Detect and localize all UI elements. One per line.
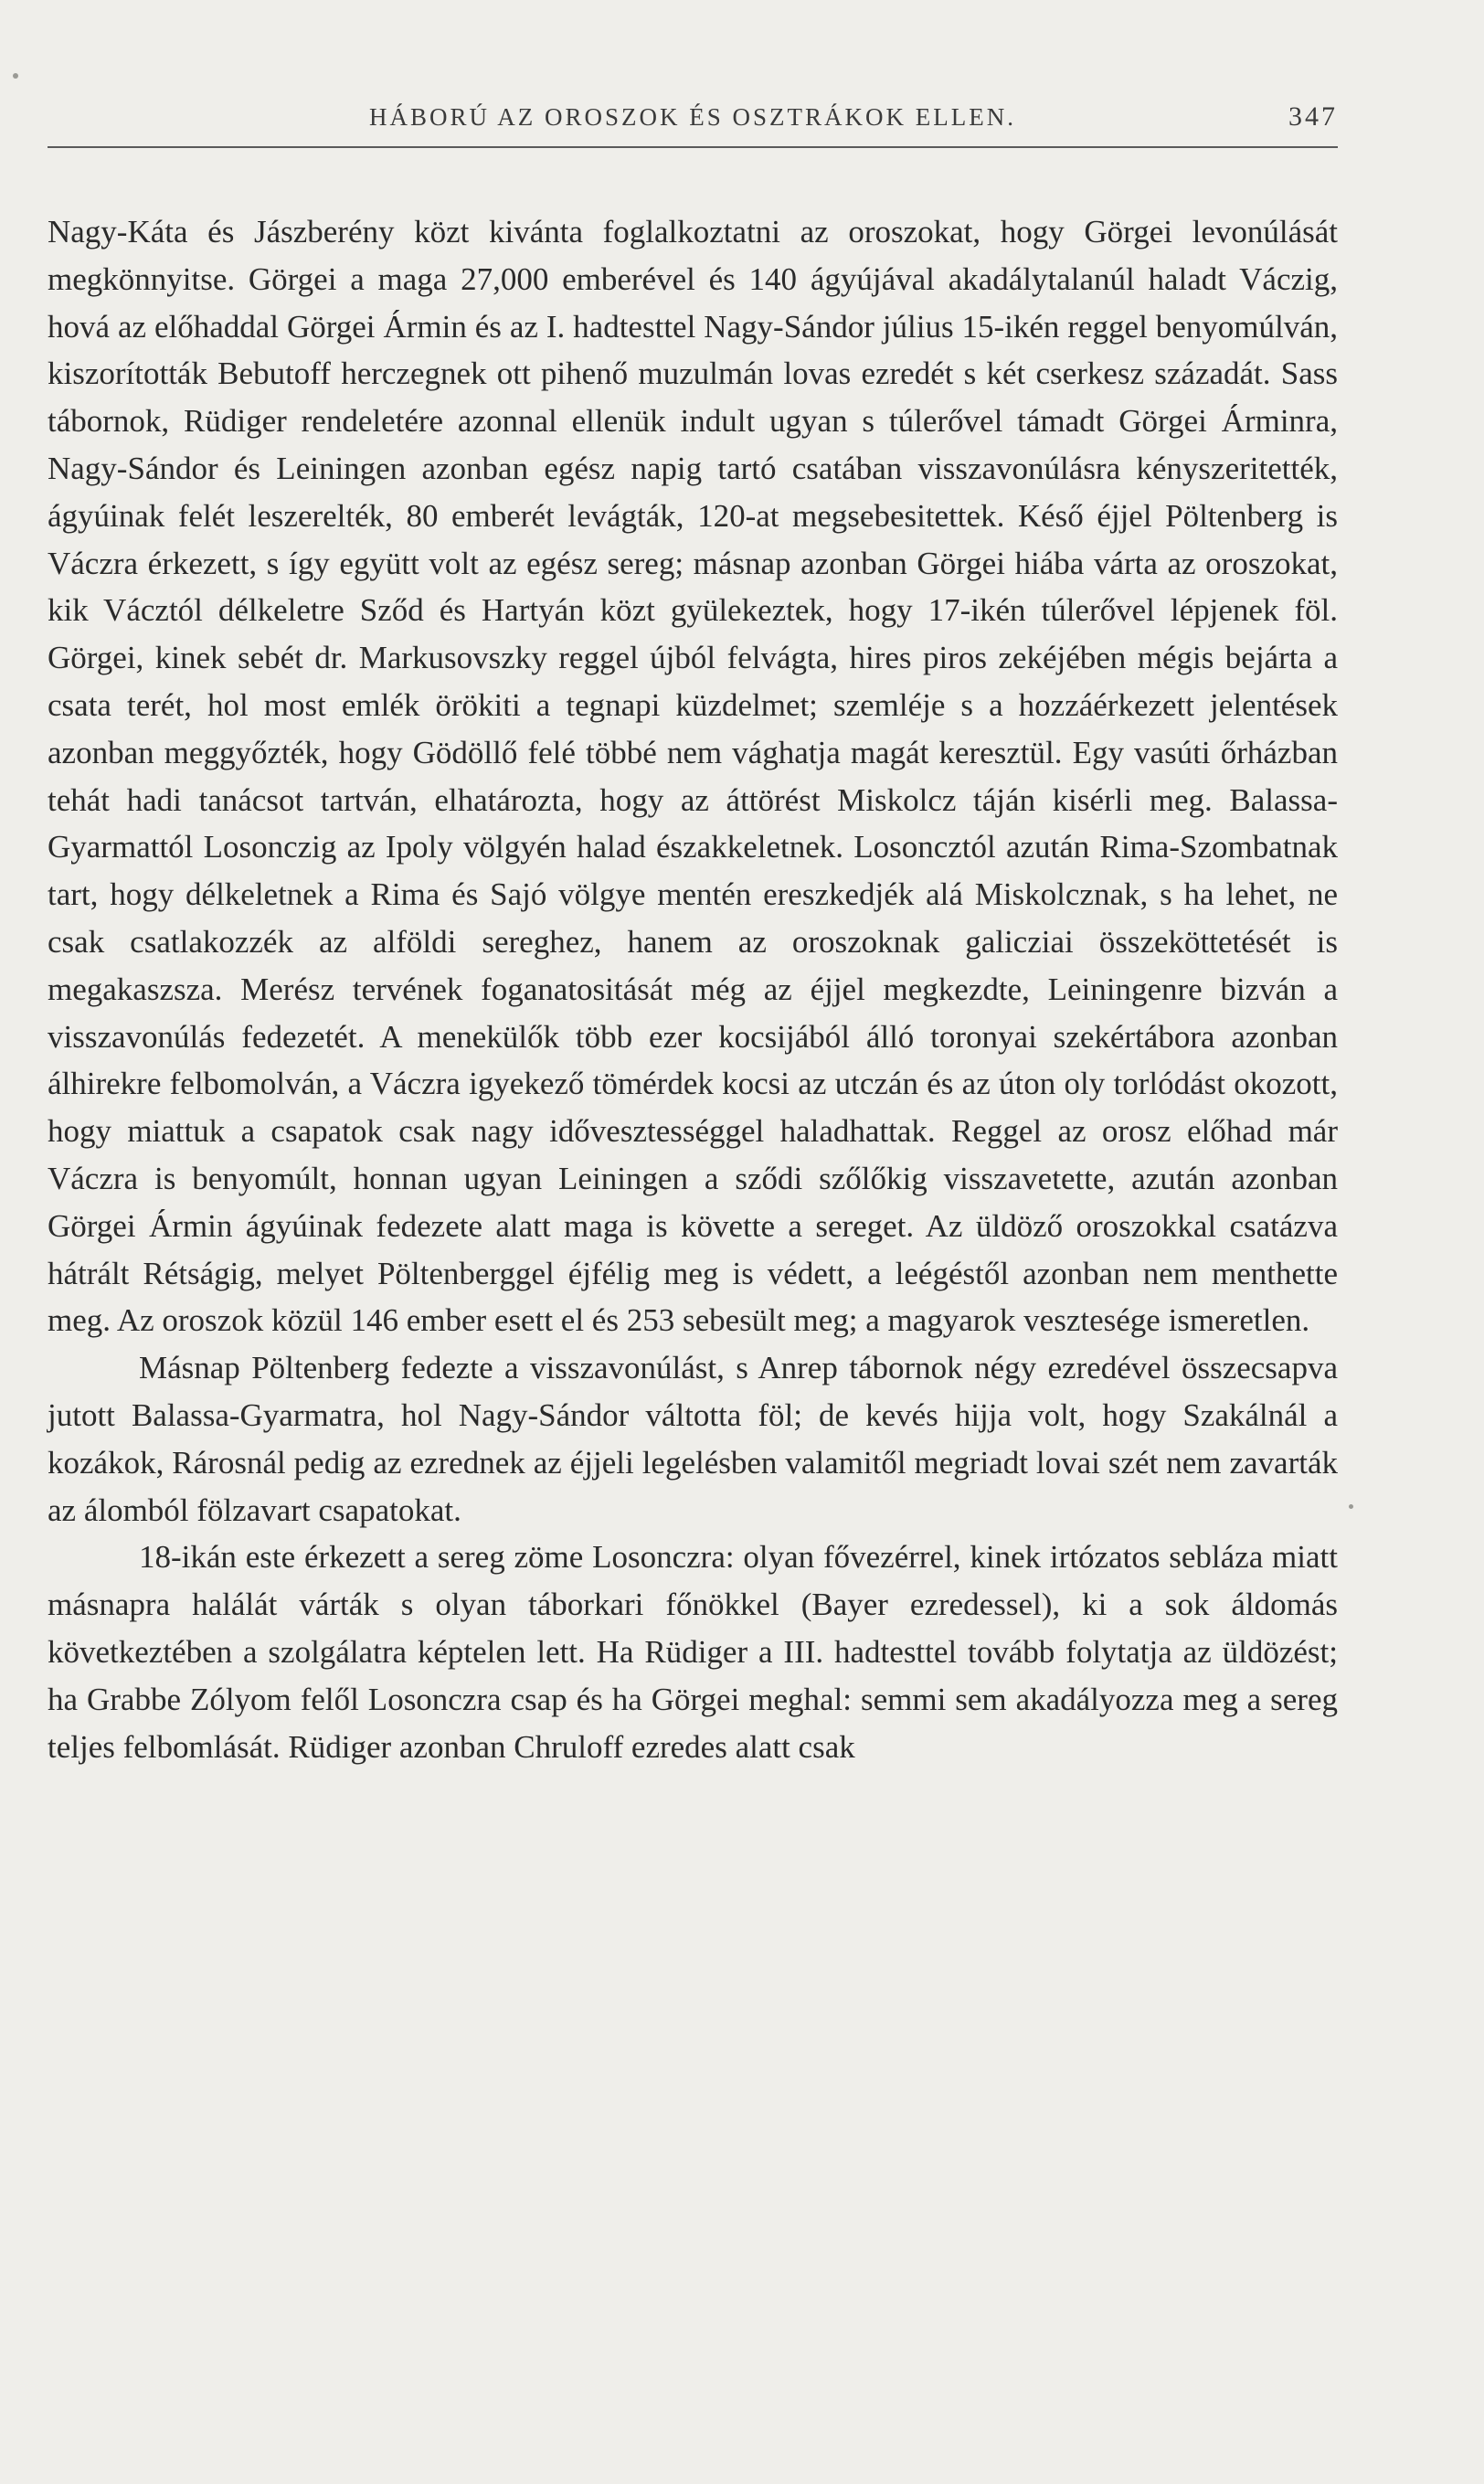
body-text: [48, 208, 1338, 1770]
running-title: HÁBORÚ AZ OROSZOK ÉS OSZTRÁKOK ELLEN.: [368, 103, 1016, 131]
page-speck: [13, 73, 18, 79]
paragraph: 18-ikán este érkezett a sereg zöme Losonczra: olyan fővezérrel, kinek irtózatos sebláza miatt másnapra halálát várták s olyan táborkari főnökkel (Bayer ezredessel), ki a sok áldomás következtében a szolgálatra képtelen lett. Ha Rüdiger a III. hadtesttel tovább folytatja az üldözést; ha Grabbe Zólyom felől Losonczra csap és ha Görgei meghal: semmi sem akadályozza meg a sereg teljes felbomlását. Rüdiger azonban Chruloff ezredes alatt csak: [48, 1539, 1338, 1765]
page-header: [48, 99, 1338, 148]
paragraph: Másnap Pöltenberg fedezte a visszavonúlást, s Anrep tábornok négy ezredével összecsapva jutott Balassa-Gyarmatra, hol Nagy-Sándor váltotta föl; de kevés hijja volt, hogy Szakálnál a kozákok, Rárosnál pedig az ezrednek az éjjeli legelésben valamitől megriadt lovai szét nem zavarták az álomból fölzavart csapatokat.: [48, 1350, 1338, 1528]
header-rule: [48, 146, 1338, 148]
page-speck: [1349, 1504, 1353, 1509]
paragraph: Nagy-Káta és Jászberény közt kivánta foglalkoztatni az oroszokat, hogy Görgei levonúlását megkönnyitse. Görgei a maga 27,000 emberével és 140 ágyújával akadálytalanúl haladt Váczig, hová az előhaddal Görgei Ármin és az I. hadtesttel Nagy-Sándor július 15-ikén reggel benyomúlván, kiszorították Bebutoff herczegnek ott pihenő muzulmán lovas ezredét s két cserkesz századát. Sass tábornok, Rüdiger rendeletére azonnal ellenük indult ugyan s túlerővel támadt Görgei Árminra, Nagy-Sándor és Leiningen azonban egész napig tartó csatában visszavonúlásra kényszeritették, ágyúinak felét leszerelték, 80 emberét levágták, 120-at megsebesitettek. Késő éjjel Pöltenberg is Váczra érkezett, s így együtt volt az egész sereg; másnap azonban Görgei hiába várta az oroszokat, kik Vácztól délkeletre Sződ és Hartyán közt gyülekeztek, hogy 17-ikén túlerővel lépjenek föl. Görgei, kinek sebét dr. Markusovszky reggel újból felvágta, hires piros zekéjében mégis bejárta a csata terét, hol most emlék örökiti a tegnapi küzdelmet; szemléje s a hozzáérkezett jelentések azonban meggyőzték, hogy Gödöllő felé többé nem vághatja magát keresztül. Egy vasúti őrházban tehát hadi tanácsot tartván, elhatározta, hogy az áttörést Miskolcz táján kisérli meg. Balassa-Gyarmattól Losonczig az Ipoly völgyén halad északkeletnek. Losoncztól azután Rima-Szombatnak tart, hogy délkeletnek a Rima és Sajó völgye mentén ereszkedjék alá Miskolcznak, s ha lehet, ne csak csatlakozzék az alföldi sereghez, hanem az oroszoknak galicziai összeköttetését is megakaszsza. Merész tervének foganatositását még az éjjel megkezdte, Leiningenre bizván a visszavonúlás fedezetét. A menekülők több ezer kocsijából álló toronyai szekértábora azonban álhirekre felbomolván, a Váczra igyekező tömérdek kocsi az utczán és az úton oly torlódást okozott, hogy miattuk a csapatok csak nagy idővesztességgel haladhattak. Reggel az orosz előhad már Váczra is benyomúlt, honnan ugyan Leiningen a sződi szőlőkig visszavetette, azután azonban Görgei Ármin ágyúinak fedezete alatt maga is követte a sereget. Az üldöző oroszokkal csatázva hátrált Rétságig, melyet Pöltenberggel éjfélig meg is védett, a leégéstől azonban nem menthette meg. Az oroszok közül 146 ember esett el és 253 sebesült meg; a magyarok vesztesége ismeretlen.: [48, 214, 1338, 1339]
page-number: 347: [1288, 101, 1338, 132]
